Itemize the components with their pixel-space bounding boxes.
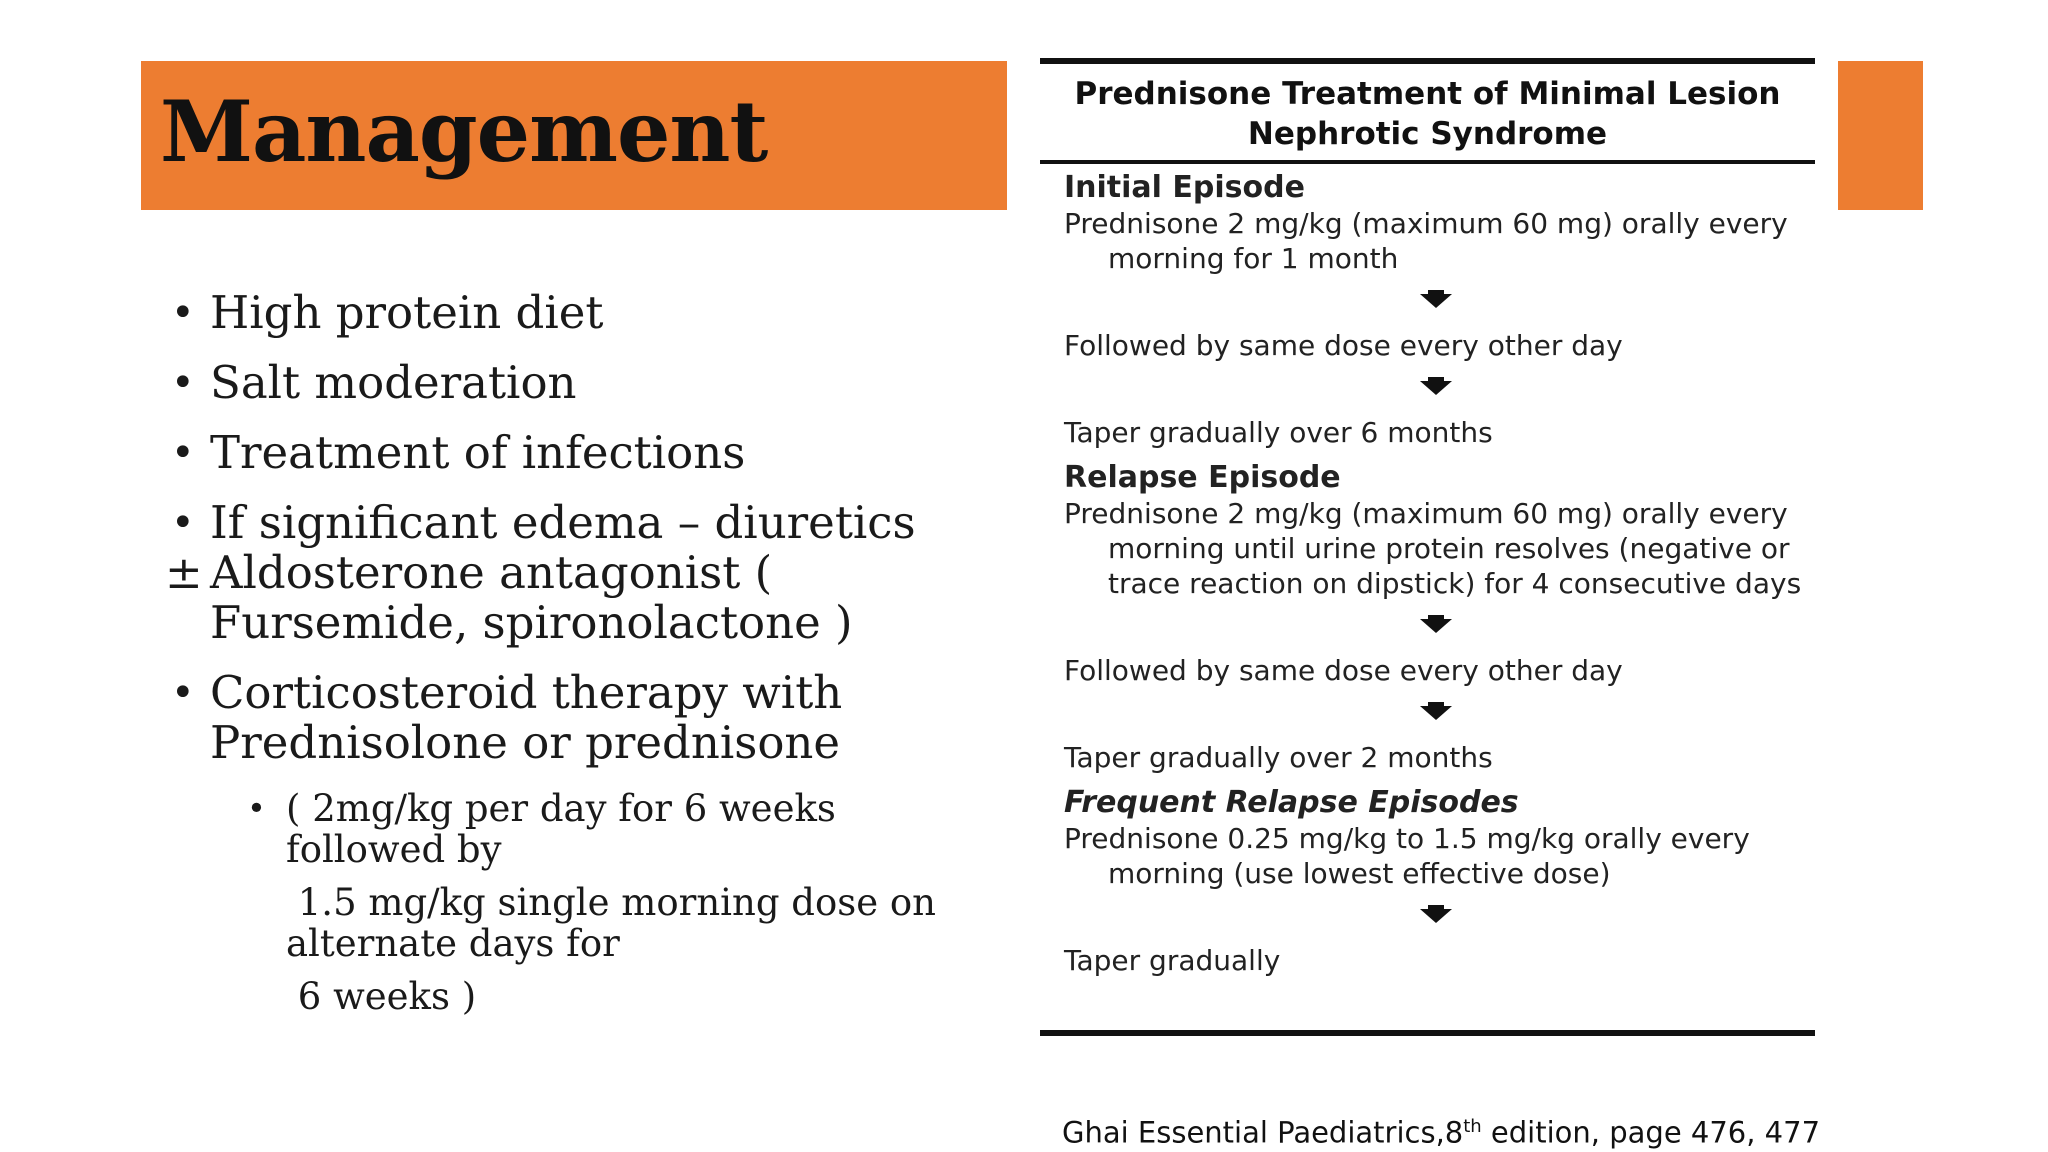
table-bottom-rule bbox=[1040, 1030, 1815, 1036]
bullet-dot: • bbox=[171, 290, 195, 336]
down-arrow-icon bbox=[1064, 276, 1804, 328]
bullet-dot: • bbox=[171, 500, 195, 546]
down-arrow-icon bbox=[1064, 891, 1804, 943]
section-heading-initial: Initial Episode bbox=[1064, 170, 1305, 205]
section-heading-frequent: Frequent Relapse Episodes bbox=[1064, 785, 1519, 820]
down-arrow-icon bbox=[1064, 601, 1804, 653]
down-arrow-icon bbox=[1064, 688, 1804, 740]
list-item-diuretics: • If significant edema – diuretics ± Aldosterone antagonist ( Fursemide, spironolactone ) bbox=[165, 496, 916, 649]
table-top-rule bbox=[1040, 58, 1815, 64]
bullet-dot: • bbox=[171, 360, 195, 406]
down-arrow-icon bbox=[1064, 363, 1804, 415]
bullet-list bbox=[165, 288, 1005, 1017]
bullet-dot: • bbox=[171, 430, 195, 476]
citation: Ghai Essential Paediatrics,8th edition, page 476, 477 bbox=[1062, 1115, 1821, 1150]
sub-bullet-dosage: • ( 2mg/kg per day for 6 weeks followed by 1.5 mg/kg single morning dose on alternate days for 6 weeks ) bbox=[247, 787, 936, 1018]
table-title: Prednisone Treatment of Minimal Lesion Nephrotic Syndrome bbox=[1074, 76, 1781, 152]
title-banner-right bbox=[1838, 61, 1923, 210]
plus-minus-symbol: ± bbox=[165, 546, 203, 599]
prednisone-table-image bbox=[1040, 40, 1825, 1050]
list-item-corticosteroid: • Corticosteroid therapy with Prednisolone or prednisone bbox=[171, 666, 843, 769]
list-item: • Treatment of infections bbox=[171, 426, 746, 479]
bullet-dot: • bbox=[247, 789, 266, 827]
table-header-rule bbox=[1040, 160, 1815, 164]
bullet-dot: • bbox=[171, 670, 195, 716]
page-title: Management bbox=[160, 82, 768, 181]
table-body: Initial Episode Prednisone 2 mg/kg (maximum 60 mg) orally every morning for 1 month Followed by same dose every other day Taper gradually over 6 months Relapse Episode Prednisone 2 mg/kg (maximum 60 mg) orally every morning until urine protein resolves (negative or trace reaction on dipstick) for 4 consecutive days Followed by same dose every other day Taper gradually over 2 months Frequent Relapse Episodes Prednisone 0.25 mg/kg to 1.5 mg/kg orally every morning (use lowest effective dose) Taper gradually bbox=[1064, 170, 1804, 978]
list-item: • Salt moderation bbox=[171, 356, 577, 409]
section-heading-relapse: Relapse Episode bbox=[1064, 460, 1341, 495]
list-item: • High protein diet bbox=[171, 286, 604, 339]
